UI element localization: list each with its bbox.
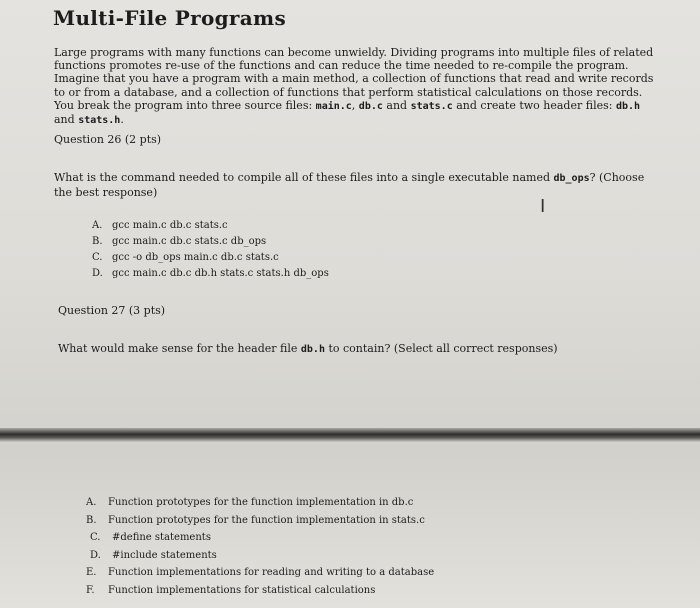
page-title: Multi-File Programs [53, 6, 287, 30]
q27-text-before: What would make sense for the header file [58, 342, 301, 355]
option-text: Function prototypes for the function implementation in stats.c [108, 514, 425, 526]
option-text: Function prototypes for the function implementation in db.c [108, 497, 414, 508]
option-letter: C. [90, 532, 101, 543]
option-text: gcc main.c db.c db.h stats.c stats.h db_ops [112, 268, 329, 279]
question-27-header: Question 27 (3 pts) [58, 304, 166, 317]
intro-sep-3: and [54, 113, 79, 127]
option-letter: C. [92, 252, 103, 263]
option-text: #define statements [112, 532, 211, 543]
intro-text-1: Large programs with many functions can become unwieldy. Dividing programs into multiple files of related functions promotes re-use of the functions and can reduce the time needed to re-compile the program. Imagine that you have a program with a main method, a collection of functions that read and write records to or from a database, and a collection of functions that perform statistical calculations on those records. You break the program into three source files: [54, 46, 654, 112]
option-text: Function implementations for statistical calculations [108, 584, 376, 596]
q27-option-a[interactable] [86, 494, 434, 512]
question-27-options [86, 494, 434, 599]
q27-option-d[interactable] [86, 547, 434, 565]
question-27-text [58, 342, 658, 357]
code-db-h: db.h [300, 344, 325, 355]
question-26-text [54, 171, 654, 199]
question-26-options [92, 218, 329, 282]
q27-option-e[interactable] [86, 564, 434, 582]
intro-paragraph [54, 46, 654, 127]
q26-option-d[interactable] [92, 266, 329, 282]
screen-divider [0, 428, 700, 442]
code-db-h: db.h [615, 100, 641, 112]
code-main-c: main.c [315, 100, 352, 112]
intro-end: . [120, 113, 124, 127]
option-letter: B. [92, 236, 103, 247]
q27-option-f[interactable] [86, 582, 434, 600]
q26-option-c[interactable] [92, 250, 329, 266]
q26-option-b[interactable] [92, 234, 329, 250]
option-letter: D. [90, 549, 101, 561]
option-text: gcc main.c db.c stats.c db_ops [112, 236, 267, 247]
option-text: Function implementations for reading and writing to a database [108, 567, 435, 578]
option-letter: D. [92, 268, 103, 279]
intro-sep-2: and [382, 98, 411, 112]
q26-text-after: ? (Choose the best response) [54, 171, 645, 199]
intro-sep-1: , [351, 98, 359, 112]
q27-text-after: to contain? (Select all correct responses) [324, 342, 558, 355]
q27-option-b[interactable] [86, 512, 434, 530]
option-text: gcc main.c db.c stats.c [112, 220, 228, 231]
option-letter: F. [86, 584, 95, 596]
code-db-c: db.c [358, 100, 383, 112]
option-text: gcc -o db_ops main.c db.c stats.c [112, 252, 279, 263]
q27-option-c[interactable] [86, 529, 434, 547]
text-cursor-icon: Ⅰ [540, 196, 546, 217]
q26-text-before: What is the command needed to compile all of these files into a single executable named [54, 171, 554, 184]
intro-text-2: and create two header files: [452, 98, 616, 112]
option-letter: A. [86, 497, 97, 508]
option-text: #include statements [112, 549, 217, 561]
q26-option-a[interactable] [92, 218, 329, 234]
code-stats-h: stats.h [78, 115, 121, 127]
option-letter: B. [86, 514, 97, 526]
code-stats-c: stats.c [410, 100, 453, 112]
option-letter: A. [92, 220, 103, 231]
question-26-header: Question 26 (2 pts) [54, 133, 162, 146]
code-db-ops: db_ops [553, 173, 590, 184]
option-letter: E. [86, 567, 97, 578]
